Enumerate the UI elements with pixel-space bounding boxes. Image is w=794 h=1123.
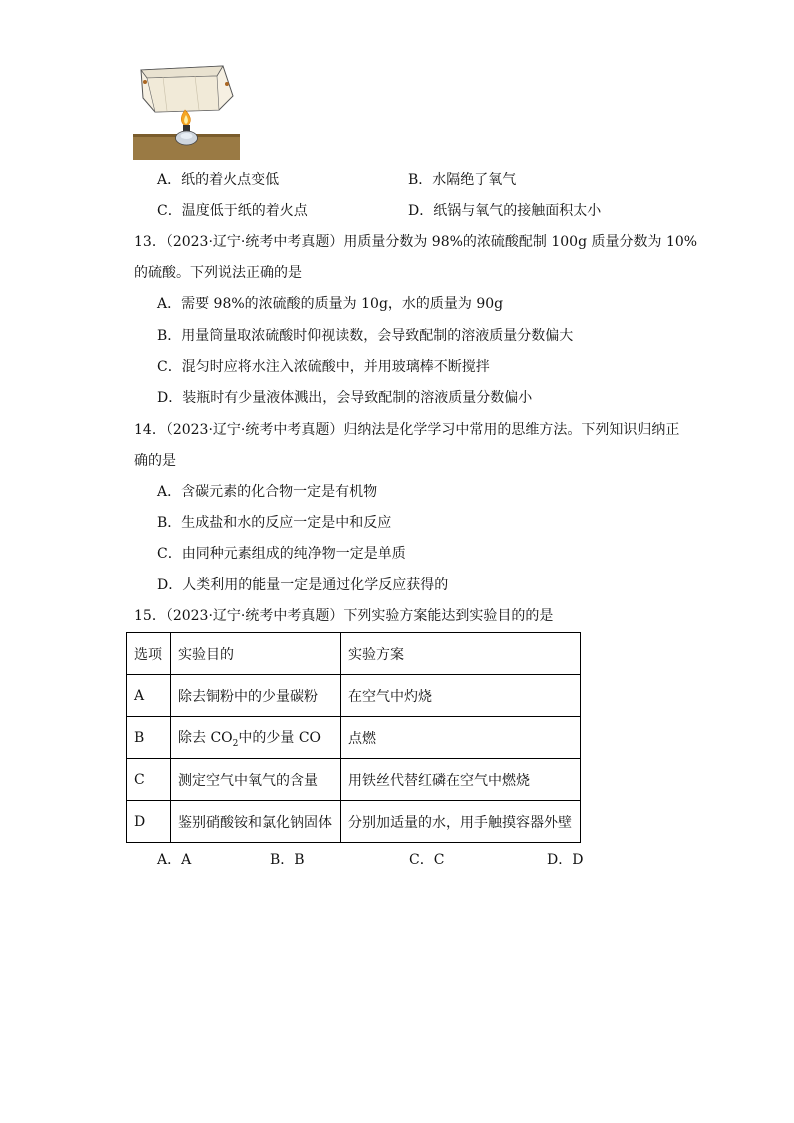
- table-cell: A: [127, 675, 171, 717]
- formula-post: 中的少量 CO: [238, 729, 322, 746]
- table-cell: 在空气中灼烧: [341, 675, 581, 717]
- q15-answer-b: B．B: [270, 852, 305, 868]
- table-header-cell: 实验目的: [171, 633, 341, 675]
- table-cell: C: [127, 759, 171, 801]
- q14-option-b: B．生成盐和水的反应一定是中和反应: [157, 515, 392, 531]
- q14-option-d: D．人类利用的能量一定是通过化学反应获得的: [157, 577, 449, 593]
- table-cell: 分别加适量的水，用手触摸容器外壁: [341, 801, 581, 843]
- q14-option-c: C．由同种元素组成的纯净物一定是单质: [157, 546, 406, 562]
- q15-answer-c: C．C: [409, 852, 445, 868]
- table-cell: 用铁丝代替红磷在空气中燃烧: [341, 759, 581, 801]
- table-cell: B: [127, 717, 171, 759]
- formula-subscript: 2: [232, 738, 239, 749]
- q13-option-d: D．装瓶时有少量液体溅出，会导致配制的溶液质量分数偏小: [157, 390, 533, 406]
- formula-pre: 除去 CO: [178, 729, 233, 746]
- q13-option-c: C．混匀时应将水注入浓硫酸中，并用玻璃棒不断搅拌: [157, 359, 490, 375]
- table-cell: 点燃: [341, 717, 581, 759]
- table-cell: [171, 717, 341, 759]
- q12-option-a: A．纸的着火点变低: [157, 172, 280, 188]
- table-header-row: [127, 633, 581, 675]
- table-cell: 鉴别硝酸铵和氯化钠固体: [171, 801, 341, 843]
- table-header-cell: 选项: [127, 633, 171, 675]
- table-header-cell: 实验方案: [341, 633, 581, 675]
- table-cell: 测定空气中氧气的含量: [171, 759, 341, 801]
- q13-option-a: A．需要 98%的浓硫酸的质量为 10g，水的质量为 90g: [157, 296, 504, 312]
- q14-option-a: A．含碳元素的化合物一定是有机物: [157, 484, 378, 500]
- table-cell: D: [127, 801, 171, 843]
- q13-stem-line1: 13．（2023·辽宁·统考中考真题）用质量分数为 98%的浓硫酸配制 100g 质量分数为 10%: [134, 234, 698, 250]
- q13-stem-line2: 的硫酸。下列说法正确的是: [134, 265, 302, 281]
- table-row: [127, 717, 581, 759]
- q14-stem-line1: 14．（2023·辽宁·统考中考真题）归纳法是化学学习中常用的思维方法。下列知识归纳正: [134, 422, 680, 438]
- table-row: [127, 801, 581, 843]
- q15-experiment-table: [126, 632, 581, 843]
- q12-option-d: D．纸锅与氧气的接触面积太小: [408, 203, 602, 219]
- q12-option-b: B．水隔绝了氧气: [408, 172, 517, 188]
- q15-answer-d: D．D: [547, 852, 584, 868]
- q15-answer-a: A．A: [157, 852, 192, 868]
- table-row: [127, 759, 581, 801]
- table-cell: 除去铜粉中的少量碳粉: [171, 675, 341, 717]
- q13-option-b: B．用量筒量取浓硫酸时仰视读数，会导致配制的溶液质量分数偏大: [157, 328, 574, 344]
- q12-option-c: C．温度低于纸的着火点: [157, 203, 308, 219]
- q14-stem-line2: 确的是: [134, 453, 176, 469]
- paper-pot-experiment-figure: [133, 62, 240, 160]
- table-row: [127, 675, 581, 717]
- q15-stem: 15．（2023·辽宁·统考中考真题）下列实验方案能达到实验目的的是: [134, 608, 554, 624]
